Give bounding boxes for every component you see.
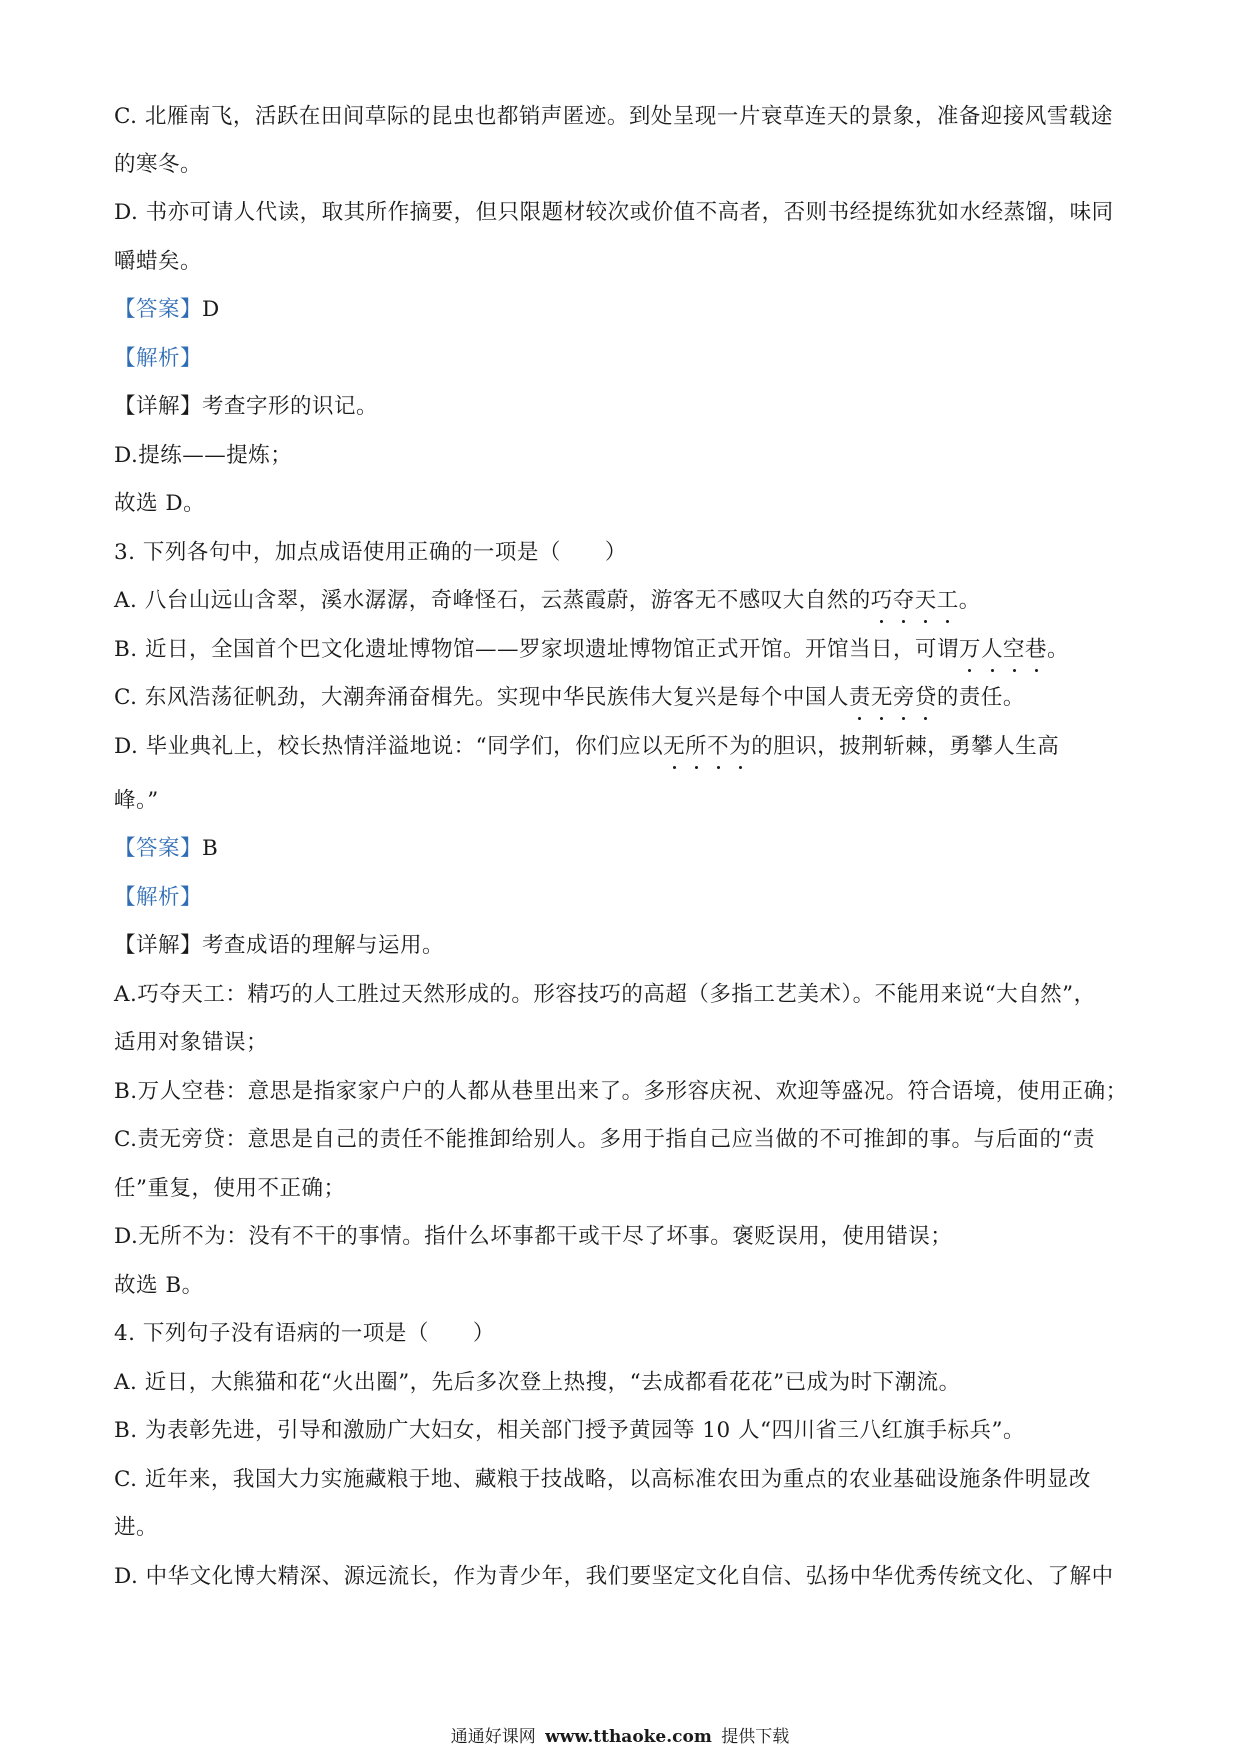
q3-detail — [114, 930, 444, 962]
q3-answer — [114, 833, 218, 865]
q3-exp-a-line2: 适用对象错误； — [114, 1030, 269, 1055]
q3-option-b — [114, 634, 1069, 666]
q4-option-c-line1: C. 近年来，我国大力实施藏粮于地、藏粮于技战略，以高标准农田为重点的农业基础设施条件明显改 — [114, 1467, 1091, 1492]
footer-url[interactable]: www.tthaoke.com — [545, 1727, 712, 1747]
option-text: 。 — [1047, 637, 1070, 662]
q3-exp-b: B.万人空巷：意思是指家家户户的人都从巷里出来了。多形容庆祝、欢迎等盛况。符合语境，使用正确； — [114, 1079, 1128, 1104]
dotted-char: 所 — [685, 731, 707, 763]
q3-option-c — [114, 682, 1025, 714]
dotted-char: 工 — [937, 585, 959, 617]
dotted-char: 空 — [1003, 634, 1025, 666]
dotted-char: 贷 — [915, 682, 937, 714]
page-footer — [0, 1725, 1240, 1749]
q2-option-d-line2: 嚼蜡矣。 — [114, 249, 203, 274]
dotted-char: 天 — [915, 585, 937, 617]
answer-tag: 【答案】 — [114, 297, 203, 322]
q4-option-a: A. 近日，大熊猫和花“火出圈”，先后多次登上热搜，“去成都看花花”已成为时下潮流。 — [114, 1370, 961, 1395]
answer-value: B — [202, 836, 219, 861]
option-text: 的责任。 — [936, 685, 1025, 710]
dotted-char: 无 — [871, 682, 893, 714]
q2-option-c-line1: C. 北雁南飞，活跃在田间草际的昆虫也都销声匿迹。到处呈现一片衰草连天的景象，准备迎接风雪载途 — [114, 104, 1113, 129]
q3-analysis-tag: 【解析】 — [114, 885, 203, 910]
dotted-char: 责 — [849, 682, 871, 714]
q2-fix: D.提练——提炼； — [114, 443, 293, 468]
footer-note: 提供下载 — [721, 1727, 790, 1747]
detail-tag: 【详解】 — [114, 933, 203, 958]
q3-exp-d: D.无所不为：没有不干的事情。指什么坏事都干或干尽了坏事。褒贬误用，使用错误； — [114, 1224, 953, 1249]
answer-tag: 【答案】 — [114, 836, 203, 861]
q2-answer — [114, 294, 220, 326]
dotted-char: 不 — [707, 731, 729, 763]
option-text: B. 近日，全国首个巴文化遗址博物馆——罗家坝遗址博物馆正式开馆。开馆当日，可谓 — [114, 637, 959, 662]
detail-tag: 【详解】 — [114, 394, 203, 419]
dotted-char: 无 — [663, 731, 685, 763]
q2-option-c-line2: 的寒冬。 — [114, 152, 203, 177]
dotted-char: 人 — [981, 634, 1003, 666]
q4-option-c-line2: 进。 — [114, 1515, 159, 1540]
dotted-char: 夺 — [893, 585, 915, 617]
answer-value: D — [202, 297, 220, 322]
dotted-char: 巧 — [871, 585, 893, 617]
detail-text: 考查字形的识记。 — [202, 394, 379, 419]
q3-option-d-line2: 峰。” — [114, 788, 159, 813]
footer-site-name: 通通好课网 — [450, 1727, 536, 1747]
dotted-char: 万 — [959, 634, 981, 666]
option-text: A. 八台山远山含翠，溪水潺潺，奇峰怪石，云蒸霞蔚，游客无不感叹大自然的 — [114, 588, 871, 613]
q3-option-a — [114, 585, 981, 617]
dotted-char: 旁 — [893, 682, 915, 714]
q4-stem: 4. 下列句子没有语病的一项是（ ） — [114, 1321, 495, 1346]
q3-option-d-line1 — [114, 731, 1059, 763]
q3-stem: 3. 下列各句中，加点成语使用正确的一项是（ ） — [114, 540, 627, 565]
q4-option-b: B. 为表彰先进，引导和激励广大妇女，相关部门授予黄园等 10 人“四川省三八红旗手标兵”。 — [114, 1418, 1025, 1443]
q3-exp-a-line1: A.巧夺天工：精巧的人工胜过天然形成的。形容技巧的高超（多指工艺美术）。不能用来说“大自然”， — [114, 982, 1096, 1007]
detail-text: 考查成语的理解与运用。 — [202, 933, 445, 958]
option-text: C. 东风浩荡征帆劲，大潮奔涌奋楫先。实现中华民族伟大复兴是每个中国人 — [114, 685, 849, 710]
dotted-char: 为 — [729, 731, 751, 763]
q2-choose: 故选 D。 — [114, 491, 206, 516]
option-text: 的胆识，披荆斩棘，勇攀人生高 — [751, 734, 1060, 759]
q2-detail — [114, 391, 378, 423]
option-text: 。 — [958, 588, 981, 613]
q3-exp-c-line1: C.责无旁贷：意思是自己的责任不能推卸给别人。多用于指自己应当做的不可推卸的事。与后面的“责 — [114, 1127, 1096, 1152]
q3-exp-c-line2: 任”重复，使用不正确； — [114, 1176, 346, 1201]
q3-choose: 故选 B。 — [114, 1273, 204, 1298]
dotted-char: 巷 — [1025, 634, 1047, 666]
option-text: D. 毕业典礼上，校长热情洋溢地说：“同学们，你们应以 — [114, 734, 664, 759]
q2-option-d-line1: D. 书亦可请人代读，取其所作摘要，但只限题材较次或价值不高者，否则书经提练犹如水经蒸馏，味同 — [114, 200, 1114, 225]
q2-analysis-tag: 【解析】 — [114, 346, 203, 371]
q4-option-d-line1: D. 中华文化博大精深、源远流长，作为青少年，我们要坚定文化自信、弘扬中华优秀传统文化、了解中 — [114, 1564, 1114, 1589]
